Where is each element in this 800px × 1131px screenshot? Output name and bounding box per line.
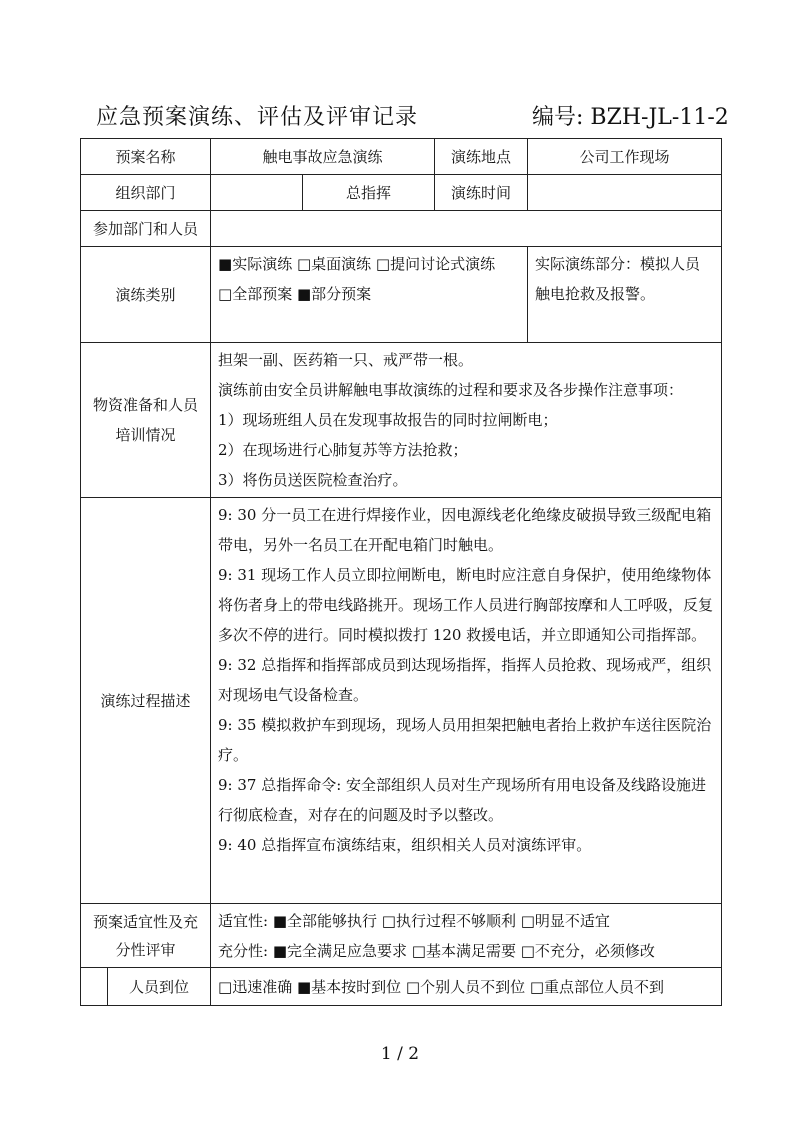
- participants-label: 参加部门和人员: [81, 211, 211, 247]
- time-value: [528, 175, 722, 211]
- document-code: 编号: BZH-JL-11-2: [532, 105, 729, 130]
- table-row: [81, 904, 722, 968]
- prep-line: 担架一副、医药箱一只、戒严带一根。: [218, 351, 474, 369]
- category-scope-options: □全部预案 ■部分预案: [218, 285, 372, 303]
- plan-name-value: 触电事故应急演练: [211, 139, 435, 175]
- dept-value: [211, 175, 303, 211]
- prep-line: 3）将伤员送医院检查治疗。: [218, 471, 408, 489]
- review-label: 预案适宜性及充分性评审: [81, 904, 211, 968]
- process-step: 9: 32 总指挥和指挥部成员到达现场指挥，指挥人员抢救、现场戒严，组织对现场电气设备检查。: [218, 656, 712, 704]
- process-step: 9: 30 分一员工在进行焊接作业，因电源线老化绝缘皮破损导致三级配电箱带电，另外一名员工在开配电箱门时触电。: [218, 506, 712, 554]
- process-step: 9: 40 总指挥宣布演练结束，组织相关人员对演练评审。: [218, 836, 592, 854]
- record-table: [80, 138, 722, 1006]
- prep-content: [211, 343, 722, 498]
- category-options: [211, 247, 528, 343]
- process-step: 9: 31 现场工作人员立即拉闸断电，断电时应注意自身保护，使用绝缘物体将伤者身上的带电线路挑开。现场工作人员进行胸部按摩和人工呼吸，反复多次不停的进行。同时模拟拨打 120 救援电话，并立即通知公司指挥部。: [218, 566, 714, 644]
- prep-line: 演练前由安全员讲解触电事故演练的过程和要求及各步操作注意事项：: [218, 381, 684, 399]
- arrival-side-cell: [81, 968, 108, 1006]
- page-title: 应急预案演练、评估及评审记录: [96, 105, 419, 130]
- review-content: [211, 904, 722, 968]
- prep-line: 1）现场班组人员在发现事故报告的同时拉闸断电；: [218, 411, 558, 429]
- process-step: 9: 35 模拟救护车到现场，现场人员用担架把触电者抬上救护车送往医院治疗。: [218, 716, 712, 764]
- location-value: 公司工作现场: [528, 139, 722, 175]
- table-row: [81, 247, 722, 343]
- participants-value: [211, 211, 722, 247]
- table-row: [81, 343, 722, 498]
- page-number: 1 / 2: [380, 1044, 420, 1064]
- table-row: [81, 968, 722, 1006]
- arrival-label: 人员到位: [108, 968, 211, 1006]
- suitability-options: 适宜性: ■全部能够执行 □执行过程不够顺利 □明显不适宜: [218, 912, 610, 930]
- adequacy-options: 充分性: ■完全满足应急要求 □基本满足需要 □不充分，必须修改: [218, 942, 655, 960]
- process-step: 9: 37 总指挥命令: 安全部组织人员对生产现场所有用电设备及线路设施进行彻底检查，对存在的问题及时予以整改。: [218, 776, 707, 824]
- process-content: [211, 498, 722, 904]
- commander-label: 总指挥: [303, 175, 435, 211]
- process-label: 演练过程描述: [81, 498, 211, 904]
- table-row: [81, 139, 722, 175]
- category-type-options: ■实际演练 □桌面演练 □提问讨论式演练: [218, 255, 496, 273]
- prep-line: 2）在现场进行心肺复苏等方法抢救；: [218, 441, 468, 459]
- time-label: 演练时间: [435, 175, 528, 211]
- category-note: 实际演练部分：模拟人员触电抢救及报警。: [528, 247, 722, 343]
- prep-label: 物资准备和人员培训情况: [81, 343, 211, 498]
- table-row: [81, 498, 722, 904]
- location-label: 演练地点: [435, 139, 528, 175]
- table-row: [81, 211, 722, 247]
- plan-name-label: 预案名称: [81, 139, 211, 175]
- table-row: [81, 175, 722, 211]
- arrival-options: □迅速准确 ■基本按时到位 □个别人员不到位 □重点部位人员不到: [211, 968, 722, 1006]
- category-label: 演练类别: [81, 247, 211, 343]
- dept-label: 组织部门: [81, 175, 211, 211]
